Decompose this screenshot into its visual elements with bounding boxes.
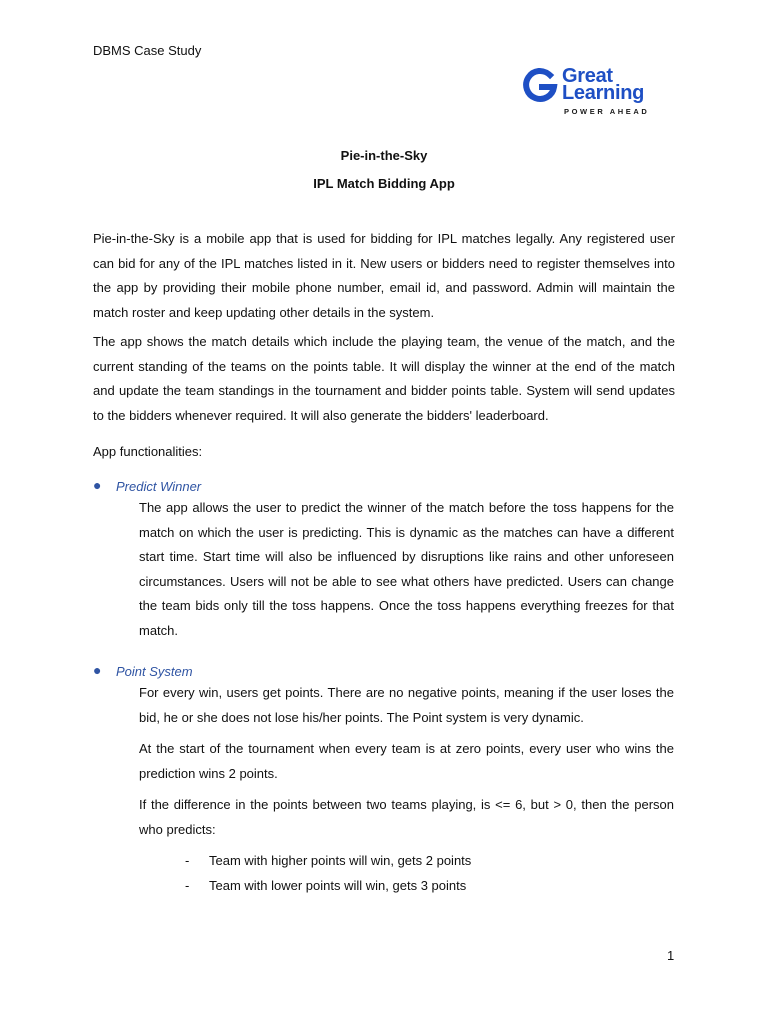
document-header: DBMS Case Study: [93, 43, 202, 58]
predict-winner-paragraph: The app allows the user to predict the winner of the match before the toss happens for the match on which the user is predicting. This is dynamic as the matches can have a different start time. Start time will also be influenced by disruptions like rains and other unforeseen circumstances. Users will not be able to see what others have predicted. Users can change the team bids only till the toss happens. Once the toss happens everything freezes for that match.: [139, 500, 674, 638]
logo-g-icon: [522, 67, 558, 103]
bullet-icon: ●: [93, 477, 102, 493]
great-learning-logo: [522, 66, 672, 118]
dash-marker: -: [185, 878, 190, 893]
logo-text-great: Great: [562, 65, 613, 87]
dash-marker: -: [185, 853, 190, 868]
document-title: Pie-in-the-Sky: [340, 148, 428, 163]
list-item-text: Team with higher points will win, gets 2 points: [209, 853, 472, 868]
page-number: 1: [667, 948, 675, 963]
list-item-text: Team with lower points will win, gets 3 points: [209, 878, 467, 893]
intro-paragraph: Pie-in-the-Sky is a mobile app that is used for bidding for IPL matches legally. Any registered user can bid for any of the IPL matches listed in it. New users or bidders need to register themselves into the app by providing their mobile phone number, email id, and password. Admin will maintain the match roster and keep updating other details in the system.: [93, 231, 675, 320]
point-system-paragraph: At the start of the tournament when every team is at zero points, every user who wins the prediction wins 2 points.: [139, 741, 674, 781]
point-system-paragraph: If the difference in the points between two teams playing, is <= 6, but > 0, then the person who predicts:: [139, 797, 674, 837]
logo-text-learning: Learning: [562, 82, 645, 104]
section-heading-label: Point System: [116, 664, 193, 679]
section-heading-label: Predict Winner: [116, 479, 202, 494]
details-paragraph: The app shows the match details which include the playing team, the venue of the match, and the current standing of the teams on the points table. It will display the winner at the end of the match and update the team standings in the tournament and bidder points table. System will send updates to the bidders whenever required. It will also generate the bidders' leaderboard.: [93, 334, 675, 423]
bullet-icon: ●: [93, 662, 102, 678]
document-subtitle: IPL Match Bidding App: [313, 176, 455, 191]
logo-tagline: POWER AHEAD: [564, 107, 650, 116]
point-system-paragraph: For every win, users get points. There are no negative points, meaning if the user loses the bid, he or she does not lose his/her points. The Point system is very dynamic.: [139, 685, 674, 725]
functionalities-label: App functionalities:: [93, 444, 203, 459]
